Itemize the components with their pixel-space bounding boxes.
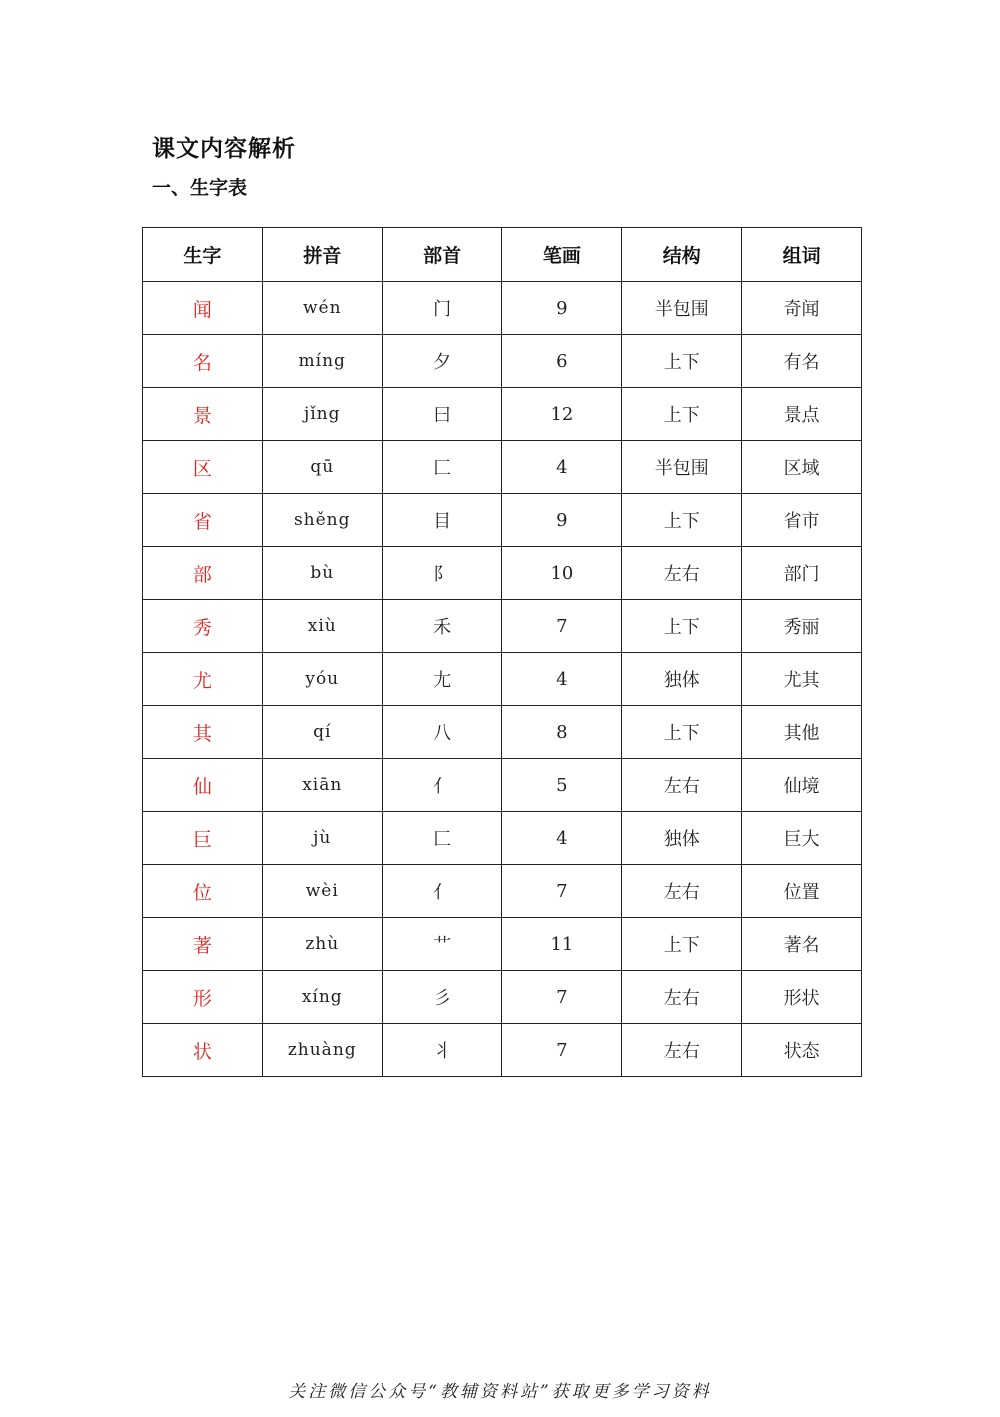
character-cell: 著 — [143, 918, 263, 971]
pinyin-cell: jǐng — [262, 388, 382, 441]
pinyin-cell: shěng — [262, 494, 382, 547]
structure-cell: 半包围 — [622, 282, 742, 335]
table-row — [143, 865, 862, 918]
structure-cell: 半包围 — [622, 441, 742, 494]
radical-cell: 禾 — [382, 600, 502, 653]
strokes-cell: 7 — [502, 865, 622, 918]
pinyin-cell: qū — [262, 441, 382, 494]
table-header — [143, 228, 862, 282]
table-row — [143, 282, 862, 335]
structure-cell: 左右 — [622, 971, 742, 1024]
strokes-cell: 7 — [502, 600, 622, 653]
structure-cell: 左右 — [622, 1024, 742, 1077]
strokes-cell: 7 — [502, 1024, 622, 1077]
radical-cell: 亻 — [382, 865, 502, 918]
character-cell: 位 — [143, 865, 263, 918]
structure-cell: 上下 — [622, 335, 742, 388]
header-row — [143, 228, 862, 282]
character-cell: 区 — [143, 441, 263, 494]
character-table — [142, 227, 862, 1077]
table-row — [143, 971, 862, 1024]
words-cell: 有名 — [742, 335, 862, 388]
structure-cell: 上下 — [622, 600, 742, 653]
radical-cell: 夕 — [382, 335, 502, 388]
structure-cell: 左右 — [622, 865, 742, 918]
pinyin-cell: zhuàng — [262, 1024, 382, 1077]
strokes-cell: 4 — [502, 812, 622, 865]
character-cell: 闻 — [143, 282, 263, 335]
strokes-cell: 4 — [502, 653, 622, 706]
radical-cell: 亻 — [382, 759, 502, 812]
pinyin-cell: xíng — [262, 971, 382, 1024]
structure-cell: 左右 — [622, 759, 742, 812]
pinyin-cell: zhù — [262, 918, 382, 971]
words-cell: 巨大 — [742, 812, 862, 865]
pinyin-cell: wén — [262, 282, 382, 335]
strokes-cell: 12 — [502, 388, 622, 441]
table-body — [143, 282, 862, 1077]
pinyin-cell: xiù — [262, 600, 382, 653]
strokes-cell: 10 — [502, 547, 622, 600]
pinyin-cell: jù — [262, 812, 382, 865]
table-row — [143, 547, 862, 600]
strokes-cell: 6 — [502, 335, 622, 388]
table-row — [143, 1024, 862, 1077]
page-title: 课文内容解析 — [152, 136, 296, 162]
pinyin-cell: wèi — [262, 865, 382, 918]
character-cell: 省 — [143, 494, 263, 547]
words-cell: 尤其 — [742, 653, 862, 706]
pinyin-cell: qí — [262, 706, 382, 759]
strokes-cell: 9 — [502, 494, 622, 547]
character-cell: 尤 — [143, 653, 263, 706]
header-radical: 部首 — [382, 228, 502, 282]
words-cell: 部门 — [742, 547, 862, 600]
strokes-cell: 7 — [502, 971, 622, 1024]
radical-cell: 艹 — [382, 918, 502, 971]
header-character: 生字 — [143, 228, 263, 282]
table-row — [143, 335, 862, 388]
strokes-cell: 11 — [502, 918, 622, 971]
character-cell: 形 — [143, 971, 263, 1024]
structure-cell: 上下 — [622, 388, 742, 441]
radical-cell: 尢 — [382, 653, 502, 706]
strokes-cell: 4 — [502, 441, 622, 494]
radical-cell: 彡 — [382, 971, 502, 1024]
footer-note: 关注微信公众号“教辅资料站”获取更多学习资料 — [288, 1382, 712, 1402]
header-strokes: 笔画 — [502, 228, 622, 282]
structure-cell: 上下 — [622, 706, 742, 759]
pinyin-cell: xiān — [262, 759, 382, 812]
radical-cell: 目 — [382, 494, 502, 547]
character-cell: 状 — [143, 1024, 263, 1077]
table-row — [143, 812, 862, 865]
structure-cell: 独体 — [622, 653, 742, 706]
words-cell: 仙境 — [742, 759, 862, 812]
pinyin-cell: bù — [262, 547, 382, 600]
header-structure: 结构 — [622, 228, 742, 282]
strokes-cell: 9 — [502, 282, 622, 335]
words-cell: 省市 — [742, 494, 862, 547]
character-cell: 巨 — [143, 812, 263, 865]
words-cell: 奇闻 — [742, 282, 862, 335]
character-cell: 仙 — [143, 759, 263, 812]
table-row — [143, 600, 862, 653]
radical-cell: 八 — [382, 706, 502, 759]
table-row — [143, 494, 862, 547]
section-subtitle: 一、生字表 — [152, 177, 248, 199]
character-cell: 名 — [143, 335, 263, 388]
table-row — [143, 653, 862, 706]
structure-cell: 上下 — [622, 918, 742, 971]
strokes-cell: 5 — [502, 759, 622, 812]
table-row — [143, 759, 862, 812]
strokes-cell: 8 — [502, 706, 622, 759]
header-words: 组词 — [742, 228, 862, 282]
structure-cell: 独体 — [622, 812, 742, 865]
pinyin-cell: yóu — [262, 653, 382, 706]
radical-cell: 匚 — [382, 441, 502, 494]
radical-cell: 曰 — [382, 388, 502, 441]
pinyin-cell: míng — [262, 335, 382, 388]
radical-cell: 匚 — [382, 812, 502, 865]
words-cell: 其他 — [742, 706, 862, 759]
character-cell: 秀 — [143, 600, 263, 653]
words-cell: 区域 — [742, 441, 862, 494]
table-row — [143, 441, 862, 494]
words-cell: 著名 — [742, 918, 862, 971]
table-row — [143, 918, 862, 971]
character-cell: 部 — [143, 547, 263, 600]
words-cell: 秀丽 — [742, 600, 862, 653]
words-cell: 景点 — [742, 388, 862, 441]
radical-cell: 阝 — [382, 547, 502, 600]
character-cell: 其 — [143, 706, 263, 759]
table-row — [143, 706, 862, 759]
table-row — [143, 388, 862, 441]
words-cell: 状态 — [742, 1024, 862, 1077]
structure-cell: 左右 — [622, 547, 742, 600]
header-pinyin: 拼音 — [262, 228, 382, 282]
words-cell: 形状 — [742, 971, 862, 1024]
character-cell: 景 — [143, 388, 263, 441]
structure-cell: 上下 — [622, 494, 742, 547]
radical-cell: 丬 — [382, 1024, 502, 1077]
words-cell: 位置 — [742, 865, 862, 918]
radical-cell: 门 — [382, 282, 502, 335]
